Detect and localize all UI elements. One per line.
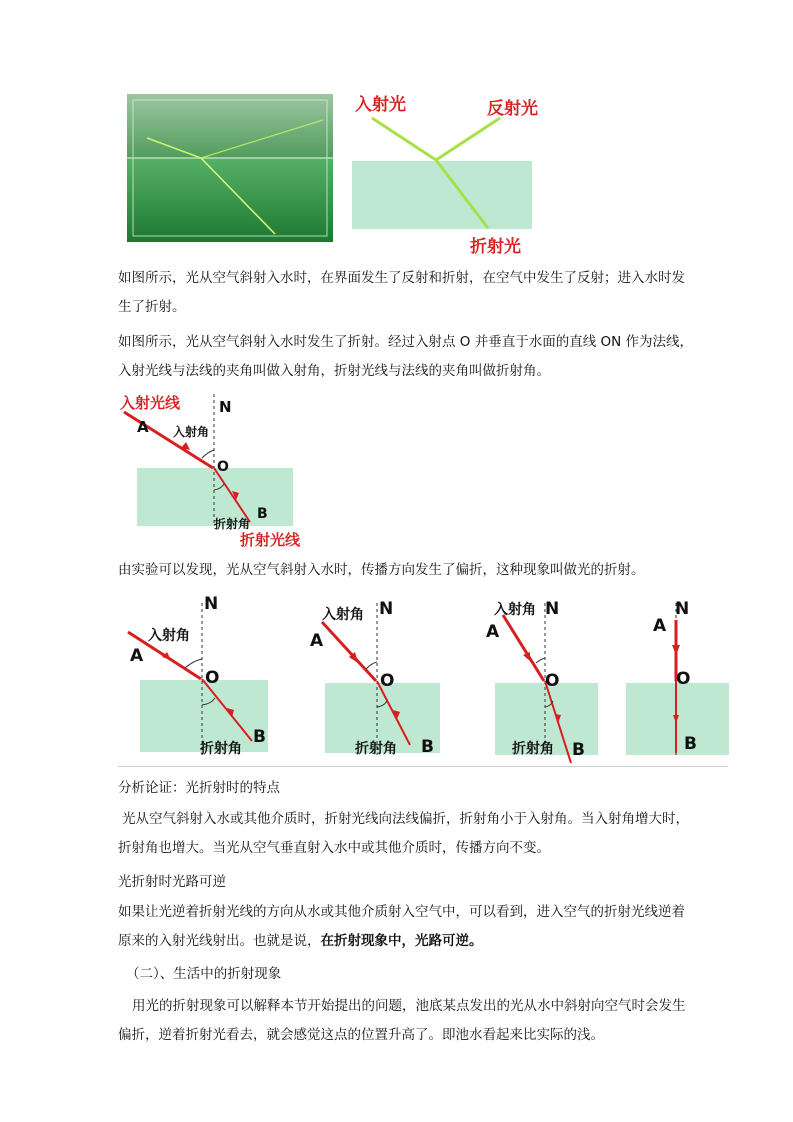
row2-O-label: O bbox=[380, 671, 395, 691]
normal-N-label: N bbox=[219, 398, 232, 416]
point-B-label: B bbox=[257, 506, 268, 522]
row2-B-label: B bbox=[421, 737, 434, 757]
row3-A-label: A bbox=[486, 622, 500, 642]
paragraph-line: 光从空气斜射入水或其他介质时，折射光线向法线偏折，折射角小于入射角。当入射角增大时， bbox=[122, 811, 689, 827]
row3-refraction-angle-label: 折射角 bbox=[512, 741, 554, 757]
paragraph-3 bbox=[118, 556, 708, 585]
paragraph-text: 原来的入射光线射出。也就是说， bbox=[118, 933, 321, 949]
incident-angle-label: 入射角 bbox=[173, 425, 210, 439]
paragraph-line: 由实验可以发现，光从空气斜射入水时，传播方向发生了偏折，这种现象叫做光的折射。 bbox=[118, 562, 645, 578]
divider bbox=[118, 766, 728, 767]
row3-incident-angle-label: 入射角 bbox=[494, 602, 536, 618]
incident-light-label: 入射光 bbox=[355, 95, 406, 115]
row2-incident-angle-label: 入射角 bbox=[322, 607, 364, 623]
paragraph-line: 如图所示，光从空气斜射入水时，在界面发生了反射和折射，在空气中发生了反射；进入水时发 bbox=[118, 270, 685, 286]
row1-O-label: O bbox=[205, 668, 220, 688]
row3-N-label: N bbox=[545, 599, 560, 619]
row2-N-label: N bbox=[379, 599, 394, 619]
point-O-label: O bbox=[217, 459, 229, 475]
paragraph-line: 用光的折射现象可以解释本节开始提出的问题，池底某点发出的光从水中斜射向空气时会发生 bbox=[132, 998, 686, 1014]
reversibility-title: 光折射时光路可逆 bbox=[118, 874, 226, 890]
paragraph-line: 入射光线与法线的夹角叫做入射角，折射光线与法线的夹角叫做折射角。 bbox=[118, 363, 550, 379]
row2-refraction-angle-label: 折射角 bbox=[355, 741, 397, 757]
paragraph-line bbox=[118, 927, 708, 956]
point-A-label: A bbox=[137, 418, 149, 436]
paragraph-9 bbox=[118, 992, 708, 1050]
paragraph-5 bbox=[118, 805, 712, 863]
paragraph-line: 折射角也增大。当光从空气垂直射入水中或其他介质时，传播方向不变。 bbox=[118, 840, 550, 856]
paragraph-2 bbox=[118, 328, 708, 386]
key-conclusion: 在折射现象中，光路可逆。 bbox=[320, 933, 483, 949]
refraction-angle-label: 折射角 bbox=[214, 517, 251, 531]
incident-ray-label: 入射光线 bbox=[120, 394, 181, 412]
analysis-title: 分析论证：光折射时的特点 bbox=[118, 780, 280, 796]
paragraph-7 bbox=[118, 898, 708, 956]
row2-A-label: A bbox=[310, 631, 324, 651]
row1-refraction-angle-label: 折射角 bbox=[200, 741, 242, 757]
row3-O-label: O bbox=[545, 671, 560, 691]
row4-O-label: O bbox=[676, 669, 691, 689]
row1-N-label: N bbox=[204, 594, 219, 614]
section-2-title: （二）、生活中的折射现象 bbox=[126, 966, 282, 982]
reflected-light-label: 反射光 bbox=[487, 99, 538, 119]
row1-B-label: B bbox=[253, 727, 266, 747]
row1-incident-angle-label: 入射角 bbox=[148, 628, 190, 644]
paragraph-line: 偏折，逆着折射光看去，就会感觉这点的位置升高了。即池水看起来比实际的浅。 bbox=[118, 1027, 604, 1043]
tank-photo bbox=[127, 94, 333, 242]
paragraph-line: 生了折射。 bbox=[118, 299, 186, 315]
refracted-light-label: 折射光 bbox=[470, 237, 521, 257]
paragraph-line: 如果让光逆着折射光线的方向从水或其他介质射入空气中，可以看到，进入空气的折射光线逆着 bbox=[118, 904, 685, 920]
row3-B-label: B bbox=[572, 740, 585, 760]
row1-A-label: A bbox=[130, 646, 144, 666]
row4-A-label: A bbox=[653, 616, 667, 636]
row4-B-label: B bbox=[684, 734, 697, 754]
paragraph-1 bbox=[118, 264, 708, 322]
refracted-ray-label: 折射光线 bbox=[240, 531, 301, 549]
paragraph-line: 如图所示，光从空气斜射入水时发生了折射。经过入射点 O 并垂直于水面的直线 ON 作为法线， bbox=[118, 334, 694, 350]
row4-N-label: N bbox=[675, 599, 690, 619]
